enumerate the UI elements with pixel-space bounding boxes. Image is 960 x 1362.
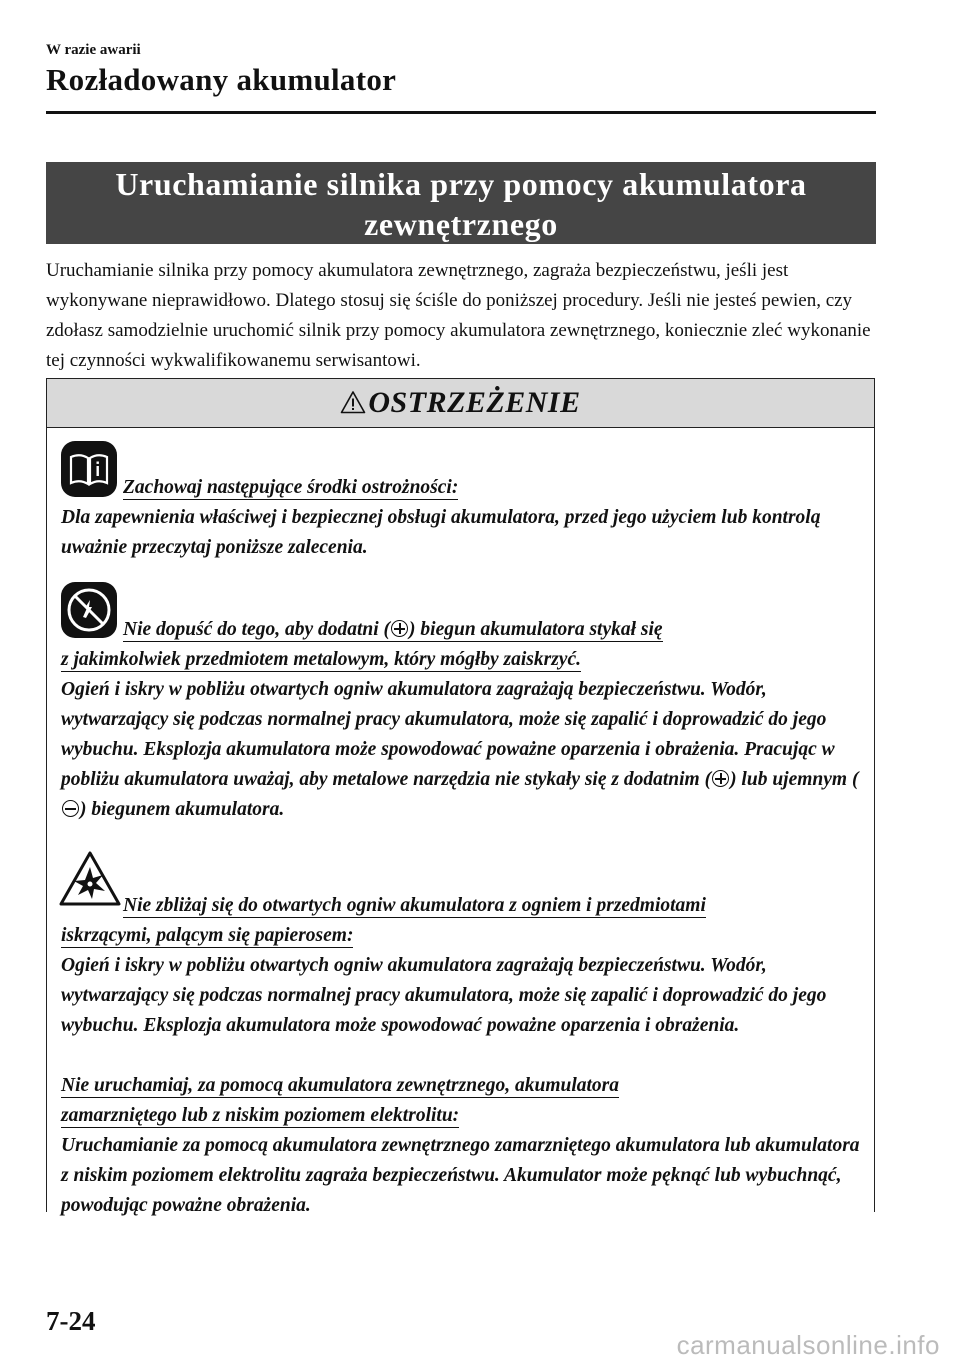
- header-rule: [46, 111, 876, 114]
- minus-symbol: [62, 800, 79, 817]
- warning-header: [47, 379, 874, 428]
- intro-paragraph: Uruchamianie silnika przy pomocy akumulatora zewnętrznego, zagraża bezpieczeństwu, jeśli jest wykonywane nieprawidłowo. Dlatego stosuj się ściśle do poniższej procedury. Jeśli nie jesteś pewien, czy zdołasz samodzielnie uruchomić silnik przy pomocy akumulatora zewnętrznego, koniecznie zleć wykonanie tej czynności wykwalifikowanemu serwisantowi.: [46, 260, 871, 371]
- watermark: carmanualsonline.info: [676, 1330, 940, 1360]
- warning-item4-body: Uruchamianie za pomocą akumulatora zewnętrznego zamarzniętego akumulatora lub akumulatora z niskim poziomem elektrolitu zagraża bezpieczeństwu. Akumulator może pęknąć lub wybuchnąć, powodując poważne obrażenia.: [61, 1135, 860, 1216]
- warning-title: OSTRZEŻENIE: [368, 386, 581, 419]
- section-title-line2: zewnętrznego: [364, 206, 558, 242]
- warning-item2-heading-line2: z jakimkolwiek przedmiotem metalowym, który mógłby zaiskrzyć.: [61, 649, 581, 670]
- warning-triangle-icon: [340, 390, 366, 414]
- warning-item2-heading-part2: ) biegun akumulatora stykał się: [409, 619, 663, 640]
- warning-item2-body-part2: ) lub ujemnym (: [730, 769, 859, 790]
- warning-item2-body-part3: ) biegunem akumulatora.: [80, 799, 285, 820]
- warning-item2-body-part1: Ogień i iskry w pobliżu otwartych ogniw akumulatora zagrażają bezpieczeństwu. Wodór, wytwarzający się podczas normalnej pracy akumulatora, może się zapalić i doprowadzić do jego wybuchu. Eksplozja akumulatora może spowodować poważne oparzenia i obrażenia. Pracując w pobliżu akumulatora uważaj, aby metalowe narzędzia nie stykały się z dodatnim (: [61, 679, 835, 790]
- warning-item2-heading-part1: Nie dopuść do tego, aby dodatni (: [123, 619, 391, 640]
- warning-item1-body: Dla zapewnienia właściwej i bezpiecznej obsługi akumulatora, przed jego użyciem lub kontrolą uważnie przeczytaj poniższe zalecenia.: [61, 507, 821, 558]
- section-title-line1: Uruchamianie silnika przy pomocy akumulatora: [115, 166, 807, 202]
- section-title-banner: [46, 162, 876, 244]
- plus-symbol: [391, 620, 408, 637]
- breadcrumb: W razie awarii: [46, 42, 141, 58]
- warning-item4-heading-line2: zamarzniętego lub z niskim poziomem elektrolitu:: [61, 1105, 460, 1126]
- chapter-title: Rozładowany akumulator: [46, 62, 397, 97]
- warning-item4-heading-line1: Nie uruchamiaj, za pomocą akumulatora zewnętrznego, akumulatora: [61, 1075, 620, 1096]
- page-number: 7-24: [46, 1306, 96, 1336]
- warning-item1-heading: Zachowaj następujące środki ostrożności:: [123, 477, 459, 498]
- warning-box: [46, 378, 875, 1216]
- warning-item3-body: Ogień i iskry w pobliżu otwartych ogniw akumulatora zagrażają bezpieczeństwu. Wodór, wytwarzający się podczas normalnej pracy akumulatora, może się zapalić i doprowadzić do jego wybuchu. Eksplozja akumulatora może spowodować poważne oparzenia i obrażenia.: [61, 955, 827, 1036]
- warning-item3-heading-line1: Nie zbliżaj się do otwartych ogniw akumulatora z ogniem i przedmiotami: [123, 895, 706, 916]
- plus-symbol: [712, 770, 729, 787]
- warning-item3-heading-line2: iskrzącymi, palącym się papierosem:: [61, 925, 354, 946]
